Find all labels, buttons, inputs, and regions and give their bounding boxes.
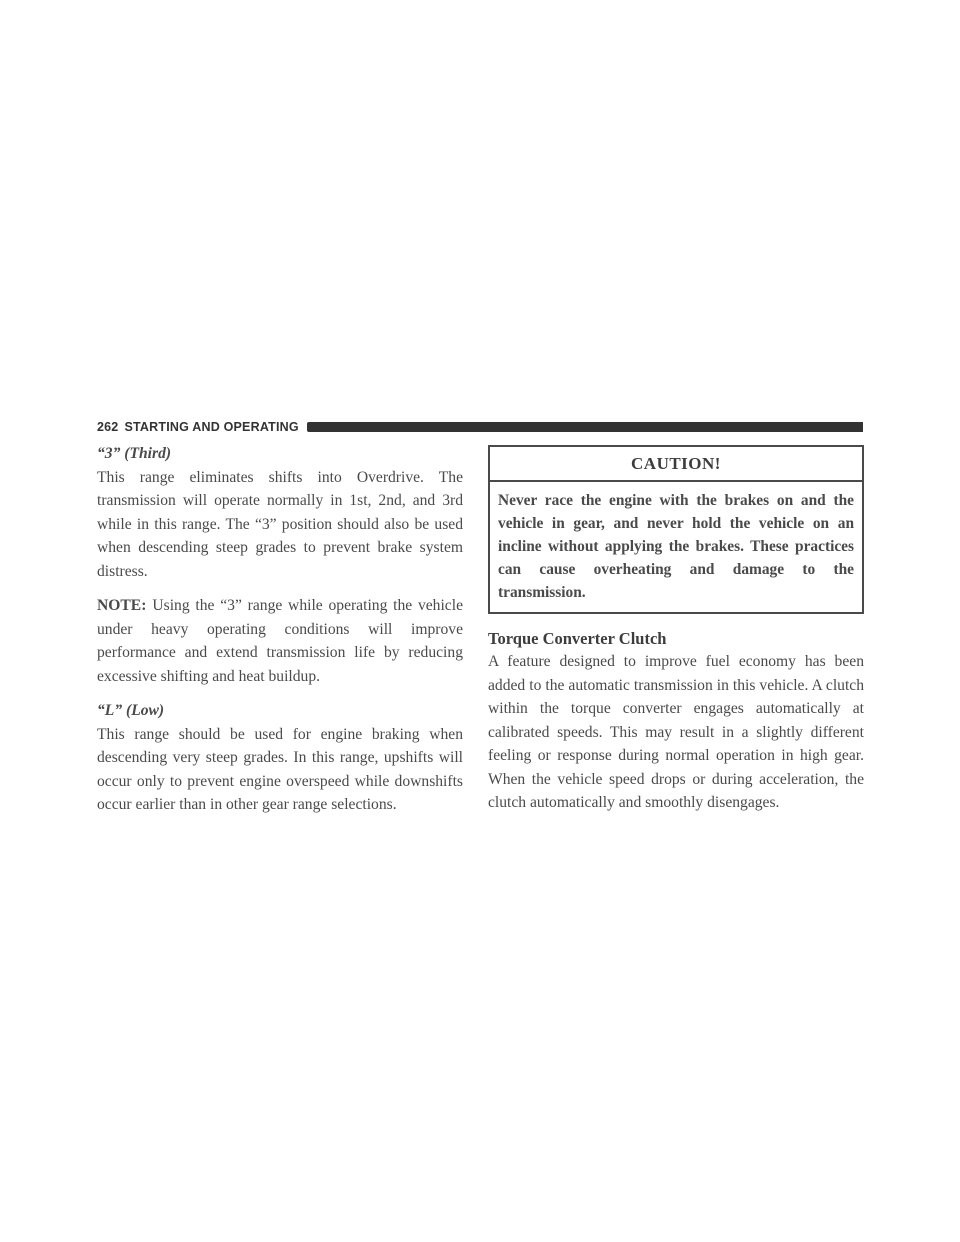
caution-title: CAUTION! xyxy=(490,447,862,482)
note-paragraph xyxy=(97,594,463,688)
third-range-paragraph: This range eliminates shifts into Overdrive. The transmission will operate normally in 1st, 2nd, and 3rd while in this range. The “3” position should also be used when descending steep grades to prevent brake system distress. xyxy=(97,468,463,580)
caution-text: Never race the engine with the brakes on and the vehicle in gear, and never hold the vehicle on an incline without applying the brakes. These practices can cause overheating and damage to the transmission. xyxy=(498,491,854,601)
section-title: STARTING AND OPERATING xyxy=(124,420,299,434)
page-number: 262 xyxy=(97,420,119,434)
low-range-heading: “L” (Low) xyxy=(97,702,165,719)
left-column xyxy=(97,442,463,817)
torque-converter-heading: Torque Converter Clutch xyxy=(488,628,667,648)
header-rule xyxy=(307,422,863,432)
note-label: NOTE: xyxy=(97,597,147,614)
note-text: Using the “3” range while operating the vehicle under heavy operating conditions will improve performance and extend transmission life by reducing excessive shifting and heat buildup. xyxy=(97,597,463,685)
third-range-heading: “3” (Third) xyxy=(97,445,172,462)
page-header xyxy=(97,419,863,435)
low-range-paragraph: This range should be used for engine braking when descending very steep grades. In this range, upshifts will occur only to prevent engine overspeed while downshifts occur earlier than in other gear range selections. xyxy=(97,725,463,813)
caution-box xyxy=(488,445,864,614)
right-column xyxy=(488,442,864,815)
torque-converter-paragraph: A feature designed to improve fuel economy has been added to the automatic transmission in this vehicle. A clutch within the torque converter engages automatically at calibrated speeds. This may result in a slightly different feeling or response during normal operation in high gear. When the vehicle speed drops or during acceleration, the clutch automatically and smoothly disengages. xyxy=(488,653,864,811)
